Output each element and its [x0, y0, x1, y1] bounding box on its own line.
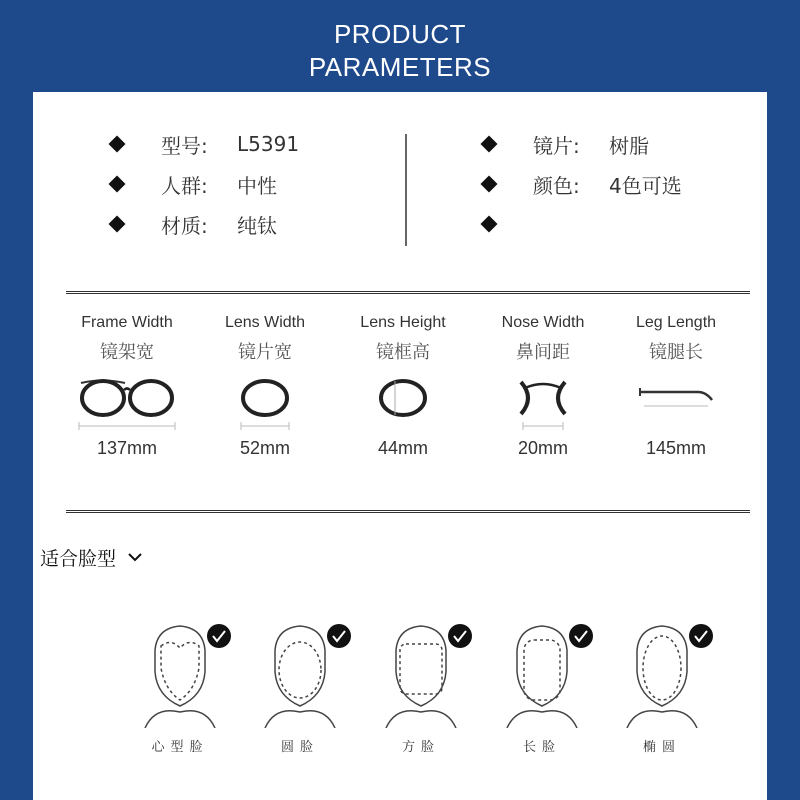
diamond-bullet-icon	[481, 216, 498, 233]
heart-face-icon	[125, 620, 235, 728]
param-label: 人群:	[161, 173, 208, 198]
dimension-label-cn: 镜片宽	[238, 342, 292, 363]
param-value: 4色可选	[609, 173, 682, 198]
param-label: 材质:	[161, 213, 208, 238]
dimension-label-cn: 镜架宽	[100, 342, 154, 363]
dimension-value: 137mm	[96, 438, 158, 458]
face-fit-title	[40, 544, 142, 571]
face-long	[487, 620, 597, 755]
dimension-label-en: Nose Width	[501, 314, 585, 331]
square-face-icon	[366, 620, 476, 728]
param-value: 树脂	[609, 133, 649, 158]
face-square	[366, 620, 476, 755]
diamond-bullet-icon	[109, 136, 126, 153]
param-label: 型号:	[161, 133, 208, 158]
dimension-lens-height	[333, 314, 473, 459]
face-heart	[125, 620, 235, 755]
title-line-2: PARAMETERS	[308, 52, 492, 82]
param-row	[111, 124, 299, 164]
column-divider	[405, 134, 407, 246]
dimension-frame-width	[57, 314, 197, 459]
diamond-bullet-icon	[109, 216, 126, 233]
face-round	[245, 620, 355, 755]
diamond-bullet-icon	[109, 176, 126, 193]
section-divider	[66, 291, 750, 294]
dimension-value: 20mm	[517, 438, 568, 458]
page-title	[0, 18, 800, 84]
bridge-icon	[513, 374, 573, 432]
face-label: 心型脸	[151, 740, 209, 755]
long-face-icon	[487, 620, 597, 728]
face-label: 长脸	[522, 740, 561, 755]
single-lens-icon	[235, 374, 295, 432]
dimension-label-cn: 鼻间距	[516, 342, 570, 363]
dimension-label-en: Lens Width	[224, 314, 306, 331]
dimension-nose-width	[473, 314, 613, 459]
full-frame-icon	[77, 374, 177, 432]
title-line-1: PRODUCT	[333, 19, 467, 49]
diamond-bullet-icon	[481, 176, 498, 193]
dimension-label-cn: 镜腿长	[649, 342, 703, 363]
param-value: L5391	[237, 132, 300, 156]
dimension-value: 44mm	[377, 438, 428, 458]
face-label: 圆脸	[280, 740, 319, 755]
face-label: 椭圆	[642, 740, 681, 755]
param-row	[483, 164, 682, 204]
param-row	[483, 124, 682, 164]
dimension-value: 145mm	[645, 438, 707, 458]
dimension-label-en: Lens Height	[360, 314, 446, 331]
dimension-leg-length	[606, 314, 746, 459]
parameters-card	[33, 92, 767, 800]
temple-arm-icon	[636, 374, 716, 432]
section-divider	[66, 510, 750, 513]
dimension-label-en: Frame Width	[81, 314, 173, 331]
params-right-column	[483, 124, 682, 244]
param-label: 镜片:	[533, 133, 580, 158]
dimension-label-cn: 镜框高	[376, 342, 430, 363]
params-left-column	[111, 124, 299, 244]
round-face-icon	[245, 620, 355, 728]
param-value: 纯钛	[237, 213, 277, 238]
face-oval	[607, 620, 717, 755]
param-row	[483, 204, 682, 244]
chevron-down-icon	[128, 550, 142, 566]
dimension-value: 52mm	[239, 438, 290, 458]
param-label: 颜色:	[533, 173, 580, 198]
dimension-label-en: Leg Length	[635, 314, 717, 331]
diamond-bullet-icon	[481, 136, 498, 153]
oval-face-icon	[607, 620, 717, 728]
param-row	[111, 204, 299, 244]
face-label: 方脸	[401, 740, 440, 755]
dimension-lens-width	[195, 314, 335, 459]
param-row	[111, 164, 299, 204]
lens-height-icon	[373, 374, 433, 432]
face-fit-label: 适合脸型	[40, 548, 117, 570]
param-value: 中性	[237, 173, 277, 198]
